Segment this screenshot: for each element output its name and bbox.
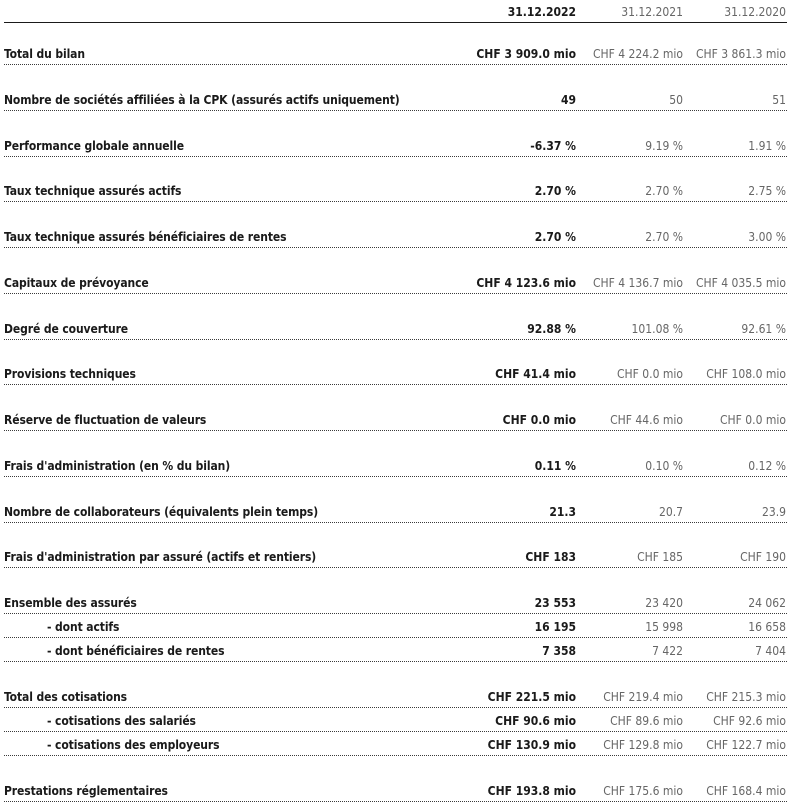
value-2022: CHF 4 123.6 mio [476,276,576,290]
value-2020: CHF 92.6 mio [713,714,786,728]
table-row-societes-affiliees [4,92,787,111]
value-2020: CHF 3 861.3 mio [695,47,786,61]
value-2020: CHF 4 035.5 mio [695,276,786,290]
value-2021: CHF 44.6 mio [610,413,683,427]
value-2021: CHF 185 [637,550,683,564]
table-header [4,0,787,23]
value-2022: 21.3 [549,505,576,519]
value-2021: CHF 219.4 mio [603,690,683,704]
value-2020: 23.9 [761,505,786,519]
row-label: Total du bilan [4,47,85,61]
table-row-ensemble-assures [4,595,787,614]
value-2022: 2.70 % [534,184,576,198]
row-label: - cotisations des salariés [47,714,196,728]
value-2020: CHF 190 [740,550,786,564]
value-2022: -6.37 % [530,139,576,153]
value-2020: 16 658 [748,620,786,634]
value-2021: 0.10 % [645,459,683,473]
row-label: Capitaux de prévoyance [4,276,149,290]
table-row-reserve-fluctuation [4,412,787,431]
table-row-dont-rentiers [4,643,787,662]
value-2021: CHF 89.6 mio [610,714,683,728]
table-row-cotisations-employeurs [4,737,787,756]
column-header-2021: 31.12.2021 [621,5,683,19]
row-label: Frais d'administration par assuré (actifs et rentiers) [4,550,317,564]
table-row-frais-par-assure [4,549,787,568]
value-2022: 0.11 % [534,459,576,473]
column-header-2020: 31.12.2020 [724,5,786,19]
value-2021: 2.70 % [645,184,683,198]
value-2022: CHF 41.4 mio [495,367,576,381]
value-2022: CHF 130.9 mio [487,738,576,752]
value-2022: CHF 193.8 mio [487,784,576,798]
value-2020: 51 [772,93,786,107]
value-2020: 7 404 [755,644,786,658]
value-2020: CHF 168.4 mio [706,784,786,798]
row-label: - dont bénéficiaires de rentes [47,644,225,658]
value-2021: 15 998 [645,620,683,634]
row-label: Réserve de fluctuation de valeurs [4,413,207,427]
row-label: Nombre de sociétés affiliées à la CPK (assurés actifs uniquement) [4,93,400,107]
value-2022: CHF 90.6 mio [495,714,576,728]
value-2020: 92.61 % [741,322,786,336]
value-2020: 3.00 % [748,230,786,244]
row-label: - dont actifs [47,620,120,634]
value-2022: 7 358 [542,644,576,658]
row-label: Provisions techniques [4,367,136,381]
row-label: Prestations réglementaires [4,784,168,798]
value-2021: 20.7 [658,505,683,519]
value-2022: 16 195 [534,620,576,634]
value-2020: CHF 0.0 mio [719,413,786,427]
value-2020: CHF 215.3 mio [706,690,786,704]
value-2022: 2.70 % [534,230,576,244]
table-row-capitaux-prevoyance [4,275,787,294]
value-2022: CHF 221.5 mio [487,690,576,704]
value-2021: 2.70 % [645,230,683,244]
table-row-cotisations-salaries [4,713,787,732]
value-2020: 2.75 % [748,184,786,198]
value-2022: CHF 3 909.0 mio [476,47,576,61]
value-2020: 0.12 % [748,459,786,473]
row-label: Degré de couverture [4,322,129,336]
value-2022: CHF 183 [525,550,576,564]
column-header-2022: 31.12.2022 [507,5,576,19]
table-row-collaborateurs [4,504,787,523]
value-2021: 7 422 [652,644,683,658]
value-2021: CHF 129.8 mio [603,738,683,752]
value-2021: 23 420 [645,596,683,610]
row-label: Frais d'administration (en % du bilan) [4,459,231,473]
value-2020: 1.91 % [748,139,786,153]
value-2020: 24 062 [748,596,786,610]
value-2021: CHF 0.0 mio [616,367,683,381]
value-2021: 101.08 % [631,322,683,336]
row-label: Total des cotisations [4,690,128,704]
table-row-performance [4,138,787,157]
value-2021: CHF 4 136.7 mio [592,276,683,290]
row-label: Taux technique assurés actifs [4,184,182,198]
value-2022: 49 [560,93,576,107]
row-label: - cotisations des employeurs [47,738,220,752]
table-row-frais-administration-pct [4,458,787,477]
table-row-provisions-techniques [4,366,787,385]
value-2021: 9.19 % [645,139,683,153]
value-2021: CHF 175.6 mio [603,784,683,798]
row-label: Nombre de collaborateurs (équivalents plein temps) [4,505,319,519]
value-2020: CHF 122.7 mio [706,738,786,752]
table-row-taux-actifs [4,183,787,202]
row-label: Taux technique assurés bénéficiaires de rentes [4,230,287,244]
value-2022: 23 553 [534,596,576,610]
table-row-total-bilan [4,46,787,65]
table-row-prestations-reglementaires [4,783,787,802]
table-row-degre-couverture [4,321,787,340]
value-2021: CHF 4 224.2 mio [592,47,683,61]
row-label: Ensemble des assurés [4,596,137,610]
value-2022: CHF 0.0 mio [502,413,576,427]
table-row-dont-actifs [4,619,787,638]
value-2022: 92.88 % [527,322,576,336]
table-row-total-cotisations [4,689,787,708]
value-2021: 50 [669,93,683,107]
row-label: Performance globale annuelle [4,139,184,153]
value-2020: CHF 108.0 mio [706,367,786,381]
table-row-taux-rentiers [4,229,787,248]
